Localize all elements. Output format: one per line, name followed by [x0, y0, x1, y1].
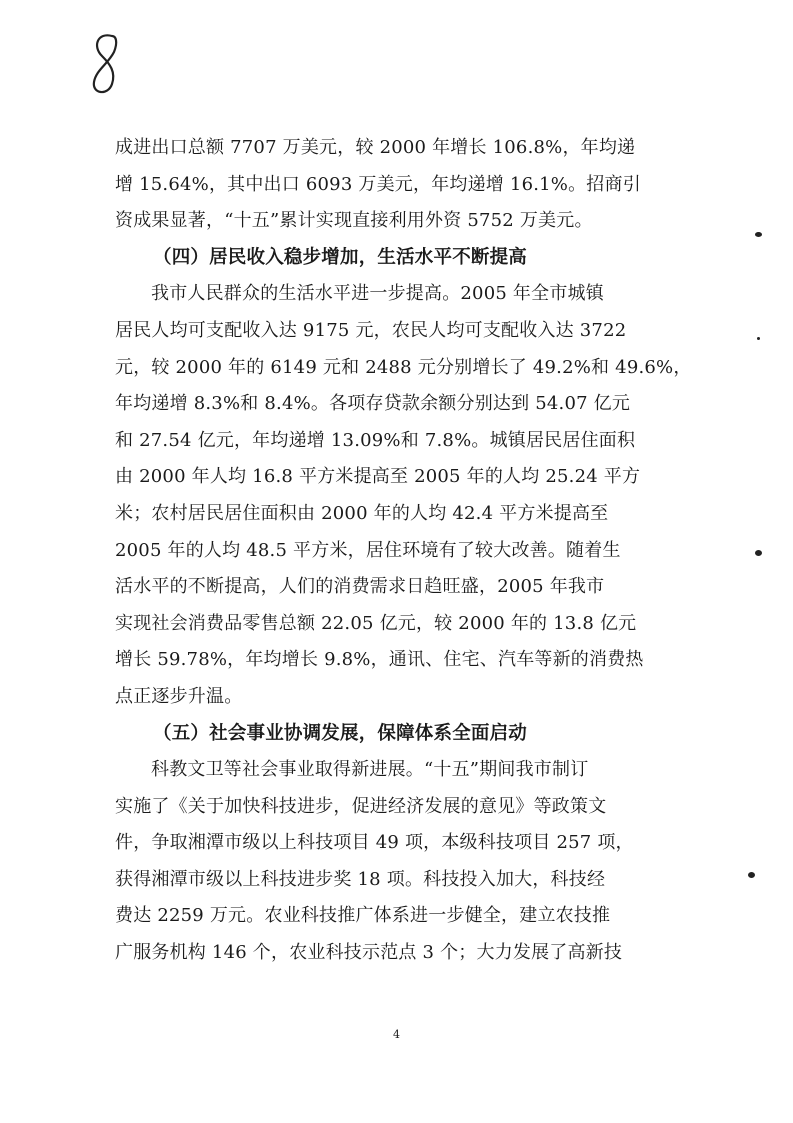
body-text-line: 元，较 2000 年的 6149 元和 2488 元分别增长了 49.2%和 49.6%，: [115, 356, 692, 378]
body-text-line: 我市人民群众的生活水平进一步提高。2005 年全市城镇: [151, 283, 604, 305]
body-text-line: 居民人均可支配收入达 9175 元，农民人均可支配收入达 3722: [115, 319, 627, 341]
body-text-line: 资成果显著，“十五”累计实现直接利用外资 5752 万美元。: [115, 210, 593, 232]
body-text-line: 点正逐步升温。: [115, 685, 243, 707]
document-body: [115, 130, 692, 972]
scan-speck: [748, 872, 755, 878]
scan-speck: [755, 550, 762, 556]
body-text-line: 和 27.54 亿元，年均递增 13.09%和 7.8%。城镇居民居住面积: [115, 429, 636, 451]
body-text-line: 增 15.64%，其中出口 6093 万美元，年均递增 16.1%。招商引: [115, 173, 641, 195]
body-text-line: 获得湘潭市级以上科技进步奖 18 项。科技投入加大，科技经: [115, 868, 606, 890]
section-heading: （五）社会事业协调发展，保障体系全面启动: [153, 722, 528, 744]
body-text-line: 件，争取湘潭市级以上科技项目 49 项，本级科技项目 257 项，: [115, 832, 634, 854]
scan-speck: [757, 337, 760, 340]
handwritten-page-mark: [86, 30, 126, 100]
body-text-line: 实现社会消费品零售总额 22.05 亿元，较 2000 年的 13.8 亿元: [115, 612, 637, 634]
body-text-line: 广服务机构 146 个，农业科技示范点 3 个；大力发展了高新技: [115, 942, 623, 964]
body-text-line: 年均递增 8.3%和 8.4%。各项存贷款余额分别达到 54.07 亿元: [115, 393, 631, 415]
scan-speck: [755, 232, 762, 237]
body-text-line: 费达 2259 万元。农业科技推广体系进一步健全，建立农技推: [115, 905, 611, 927]
page-number: 4: [393, 1028, 400, 1041]
body-text-line: 科教文卫等社会事业取得新进展。“十五”期间我市制订: [151, 759, 589, 781]
body-text-line: 实施了《关于加快科技进步，促进经济发展的意见》等政策文: [115, 795, 607, 817]
body-text-line: 米；农村居民居住面积由 2000 年的人均 42.4 平方米提高至: [115, 502, 609, 524]
body-text-line: 2005 年的人均 48.5 平方米，居住环境有了较大改善。随着生: [115, 539, 621, 561]
body-text-line: 活水平的不断提高，人们的消费需求日趋旺盛，2005 年我市: [115, 576, 605, 598]
body-text-line: 由 2000 年人均 16.8 平方米提高至 2005 年的人均 25.24 平方: [115, 466, 641, 488]
section-heading: （四）居民收入稳步增加，生活水平不断提高: [153, 246, 528, 268]
body-text-line: 成进出口总额 7707 万美元，较 2000 年增长 106.8%，年均递: [115, 137, 636, 158]
body-text-line: 增长 59.78%，年均增长 9.8%，通讯、住宅、汽车等新的消费热: [115, 649, 644, 671]
